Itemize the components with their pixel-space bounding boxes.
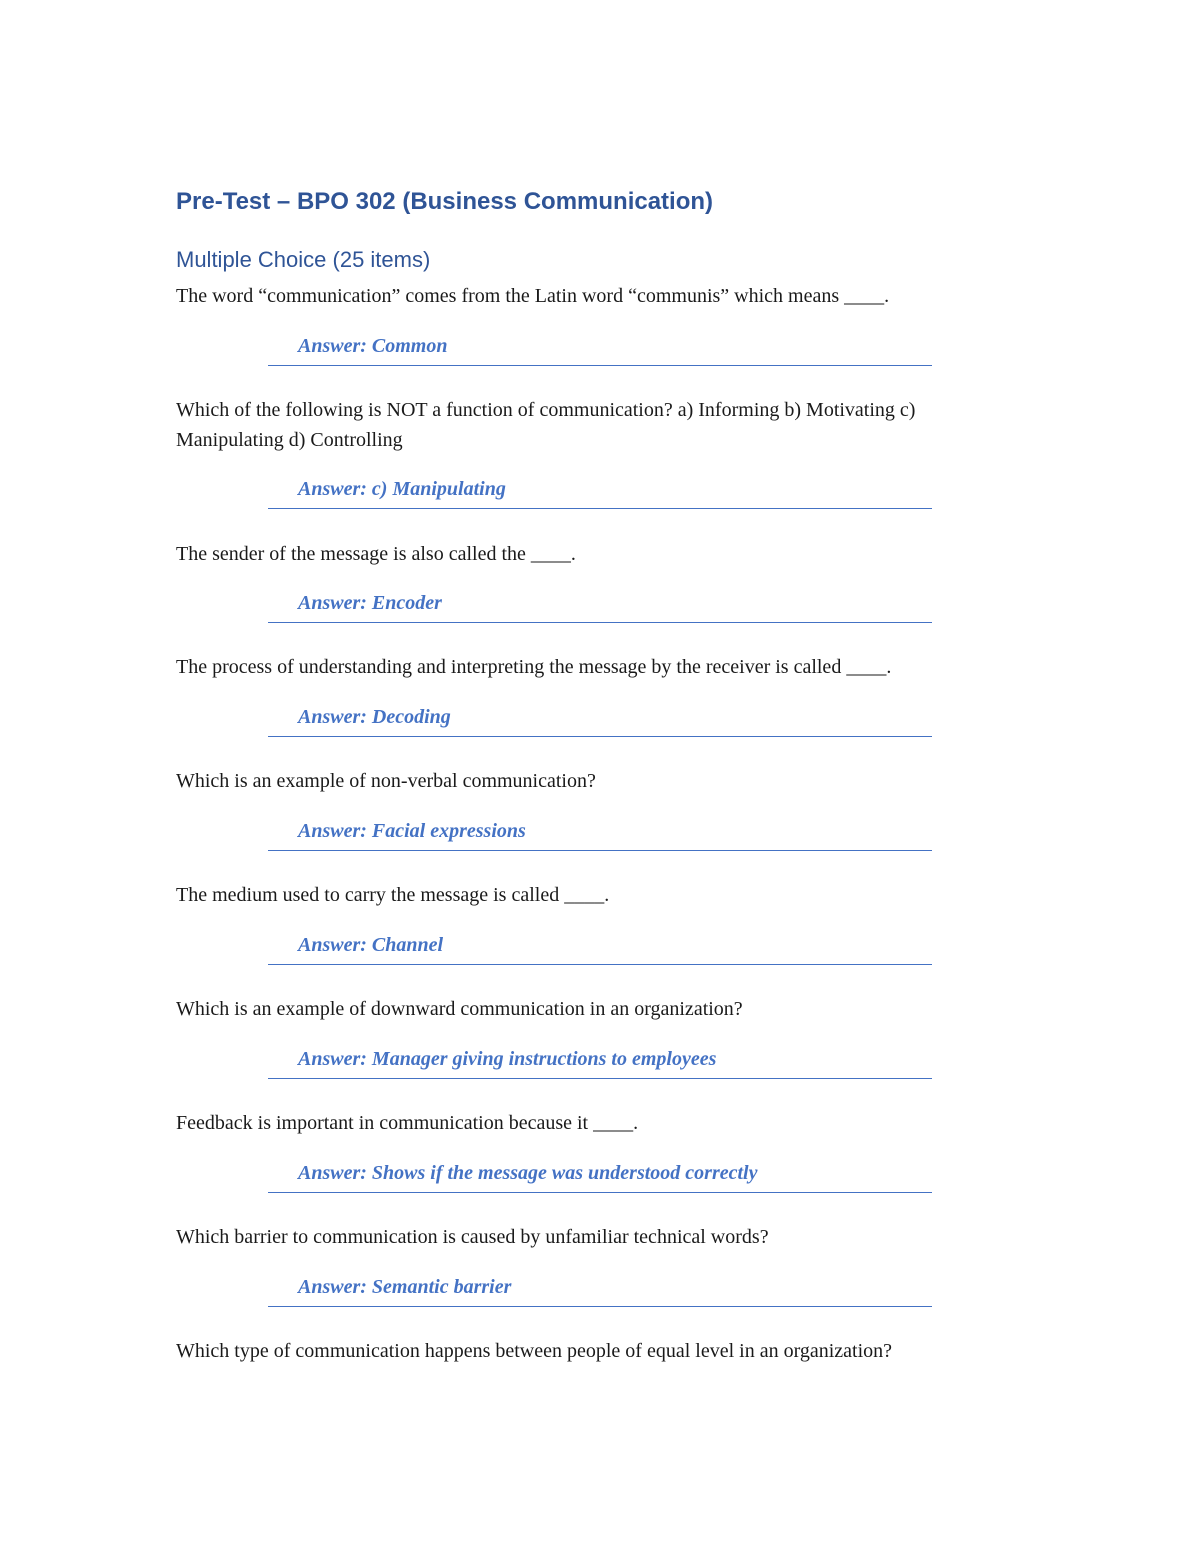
question-text: The process of understanding and interpreting the message by the receiver is called ____. bbox=[176, 656, 892, 678]
question-text: Feedback is important in communication because it ____. bbox=[176, 1112, 639, 1134]
answer-text: Answer: Common bbox=[298, 335, 448, 357]
answer-line bbox=[268, 1158, 932, 1193]
answer-line bbox=[268, 816, 932, 851]
section-heading: Multiple Choice (25 items) bbox=[176, 247, 431, 272]
answer-text: Answer: Encoder bbox=[298, 592, 442, 614]
answer-text: Answer: Decoding bbox=[298, 706, 451, 728]
question-text: Which is an example of downward communication in an organization? bbox=[176, 998, 743, 1020]
answer-line bbox=[268, 930, 932, 965]
question-text: Which barrier to communication is caused by unfamiliar technical words? bbox=[176, 1226, 769, 1248]
answer-line bbox=[268, 588, 932, 623]
document-title: Pre-Test – BPO 302 (Business Communication) bbox=[176, 188, 714, 215]
answer-line bbox=[268, 1272, 932, 1307]
answer-line bbox=[268, 1044, 932, 1079]
question-text: Which is an example of non-verbal communication? bbox=[176, 770, 596, 792]
question-text: Which type of communication happens between people of equal level in an organization? bbox=[176, 1340, 893, 1362]
answer-text: Answer: Shows if the message was understood correctly bbox=[298, 1162, 758, 1184]
answer-text: Answer: c) Manipulating bbox=[298, 478, 506, 500]
question-text: The word “communication” comes from the Latin word “communis” which means ____. bbox=[176, 285, 890, 307]
answer-text: Answer: Channel bbox=[298, 934, 444, 956]
answer-line bbox=[268, 702, 932, 737]
answer-line bbox=[268, 331, 932, 366]
answer-text: Answer: Semantic barrier bbox=[298, 1276, 512, 1298]
question-text: The medium used to carry the message is called ____. bbox=[176, 884, 610, 906]
answer-line bbox=[268, 474, 932, 509]
answer-text: Answer: Manager giving instructions to employees bbox=[298, 1048, 717, 1070]
question-text: Which of the following is NOT a function of communication? a) Informing b) Motivating c) Manipulating d) Controlling bbox=[176, 399, 916, 451]
answer-text: Answer: Facial expressions bbox=[298, 820, 526, 842]
question-text: The sender of the message is also called the ____. bbox=[176, 543, 576, 565]
